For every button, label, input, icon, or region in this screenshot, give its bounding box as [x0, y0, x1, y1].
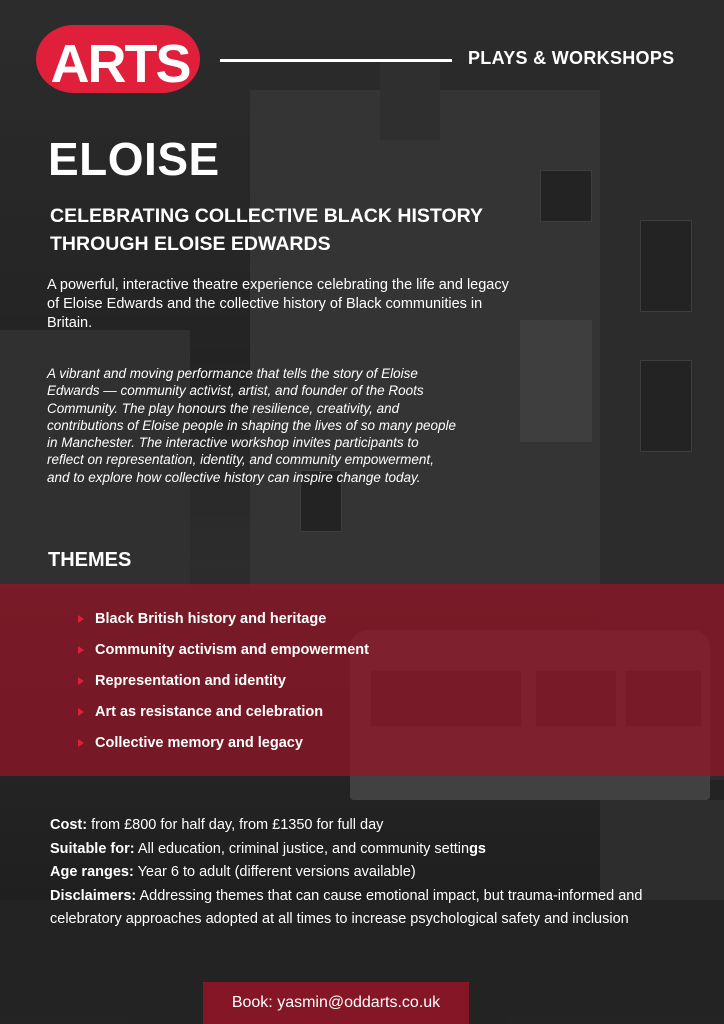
themes-heading: THEMES — [48, 549, 132, 571]
disclaimer-line — [50, 885, 670, 932]
theme-item — [78, 634, 369, 665]
themes-list — [78, 603, 369, 758]
header-tag: PLAYS & WORKSHOPS — [468, 48, 675, 68]
theme-label: Black British history and heritage — [95, 610, 327, 627]
age-label: Age ranges: — [50, 864, 134, 880]
svg-text:ARTS: ARTS — [50, 34, 190, 94]
suitable-label: Suitable for: — [50, 840, 135, 857]
book-email-link[interactable]: Book: yasmin@oddarts.co.uk — [203, 982, 469, 1024]
age-line — [50, 861, 670, 885]
page-title: ELOISE — [48, 133, 220, 185]
cost-line — [50, 814, 670, 838]
age-value: Year 6 to adult (different versions available) — [133, 864, 416, 880]
theme-label: Art as resistance and celebration — [95, 703, 324, 720]
theme-label: Community activism and empowerment — [95, 641, 369, 658]
header-divider — [220, 59, 452, 62]
info-block — [50, 814, 670, 932]
odd-arts-logo[interactable] — [34, 22, 204, 96]
cost-label: Cost: — [50, 817, 88, 833]
subtitle-line-1: CELEBRATING COLLECTIVE BLACK HISTORY — [50, 205, 483, 227]
page-subtitle — [50, 202, 550, 258]
subtitle-line-2: THROUGH ELOISE EDWARDS — [50, 233, 331, 255]
chevron-right-icon — [78, 646, 84, 654]
theme-item — [78, 665, 369, 696]
cost-value: from £800 for half day, from £1350 for full day — [87, 817, 384, 833]
suitable-value-tail: gs — [469, 840, 486, 857]
disclaimer-value: Addressing themes that can cause emotional impact, but trauma-informed and celebratory approaches adopted at all times to increase psychological safety and inclusion — [50, 887, 643, 927]
suitable-line — [50, 838, 670, 862]
description-paragraph: A vibrant and moving performance that tells the story of Eloise Edwards — community activist, artist, and founder of the Roots Community. The play honours the resilience, creativity, and contributions of Eloise people in shaping the lives of so many people in Manchester. The interactive workshop invites participants to reflect on representation, identity, and community empowerment, and to explore how collective history can inspire change today. — [47, 366, 457, 485]
disclaimer-label: Disclaimers: — [50, 887, 137, 904]
chevron-right-icon — [78, 615, 84, 623]
suitable-value: All education, criminal justice, and community settin — [134, 840, 470, 857]
theme-label: Collective memory and legacy — [95, 734, 303, 751]
theme-label: Representation and identity — [95, 672, 286, 689]
intro-paragraph: A powerful, interactive theatre experience celebrating the life and legacy of Eloise Edwards and the collective history of Black communities in Britain. — [47, 277, 509, 331]
theme-item — [78, 696, 369, 727]
chevron-right-icon — [78, 739, 84, 747]
theme-item — [78, 603, 369, 634]
chevron-right-icon — [78, 708, 84, 716]
theme-item — [78, 727, 369, 758]
chevron-right-icon — [78, 677, 84, 685]
